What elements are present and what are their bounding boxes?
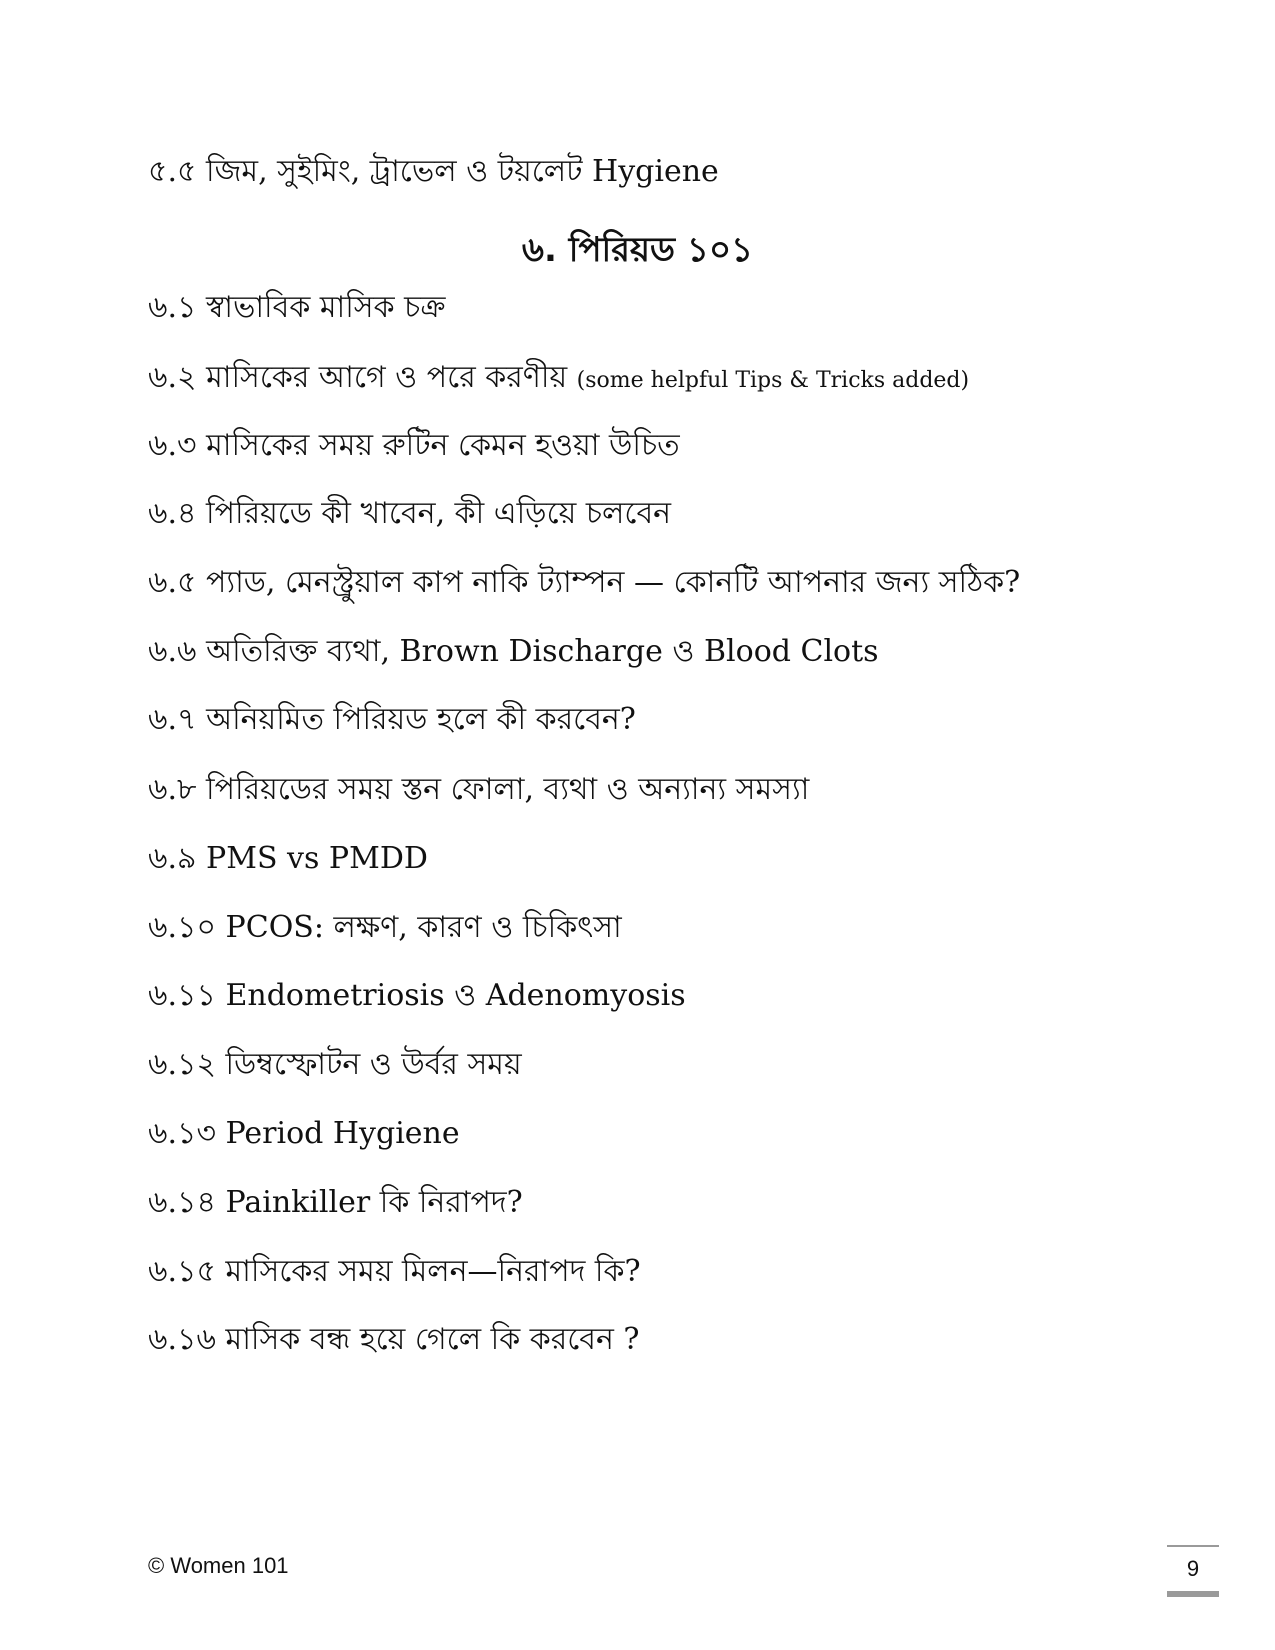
toc-item-text: ৫.৫ জিম, সুইমিং, ট্রাভেল ও টয়লেট Hygiene: [148, 154, 719, 189]
toc-item-text: ৬.১ স্বাভাবিক মাসিক চক্র: [148, 290, 446, 325]
toc-item: [148, 494, 1148, 534]
toc-item: [148, 770, 1148, 810]
page-number-box: [1167, 1545, 1219, 1597]
toc-item: [148, 1045, 1148, 1085]
toc-item: [148, 288, 1148, 328]
toc-item: [148, 1252, 1148, 1292]
footer-copyright: © Women 101: [148, 1553, 289, 1578]
toc-item: [148, 976, 1148, 1016]
toc-item-text: ৬.৯ PMS vs PMDD: [148, 841, 428, 876]
toc-item: [148, 1320, 1148, 1360]
toc-item-note: (some helpful Tips & Tricks added): [576, 368, 970, 393]
toc-item-text: ৬.৩ মাসিকের সময় রুটিন কেমন হওয়া উচিত: [148, 428, 680, 463]
toc-item: [148, 632, 1148, 672]
toc-item: [148, 700, 1148, 740]
toc-item-text: ৬.২ মাসিকের আগে ও পরে করণীয়: [148, 360, 577, 395]
toc-item-text: ৬.১০ PCOS: লক্ষণ, কারণ ও চিকিৎসা: [148, 910, 622, 945]
page-number: 9: [1186, 1556, 1200, 1581]
toc-item-text: ৬.৮ পিরিয়ডের সময় স্তন ফোলা, ব্যথা ও অন্যান্য সমস্যা: [148, 772, 810, 807]
toc-item-text: ৬.৭ অনিয়মিত পিরিয়ড হলে কী করবেন?: [148, 702, 636, 737]
toc-item-5-5: [148, 152, 1148, 192]
toc-item: [148, 1114, 1148, 1154]
toc-item-text: ৬.১৫ মাসিকের সময় মিলন—নিরাপদ কি?: [148, 1254, 641, 1289]
toc-item-text: ৬.৬ অতিরিক্ত ব্যথা, Brown Discharge ও Blood Clots: [148, 634, 879, 669]
toc-item-text: ৬.১৪ Painkiller কি নিরাপদ?: [148, 1185, 523, 1220]
toc-item: [148, 426, 1148, 466]
toc-item: [148, 908, 1148, 948]
toc-item-text: ৬.১৩ Period Hygiene: [148, 1116, 460, 1151]
toc-item: [148, 358, 1148, 401]
toc-item-text: ৬.১২ ডিম্বস্ফোটন ও উর্বর সময়: [148, 1047, 522, 1082]
toc-item: [148, 563, 1148, 603]
toc-item-text: ৬.৫ প্যাড, মেনস্ট্রুয়াল কাপ নাকি ট্যাম্পন — কোনটি আপনার জন্য সঠিক?: [148, 565, 1021, 600]
toc-item: [148, 839, 1148, 879]
toc-item: [148, 1183, 1148, 1223]
toc-item-text: ৬.১১ Endometriosis ও Adenomyosis: [148, 978, 686, 1013]
toc-item-text: ৬.১৬ মাসিক বন্ধ হয়ে গেলে কি করবেন ?: [148, 1322, 640, 1357]
toc-item-text: ৬.৪ পিরিয়ডে কী খাবেন, কী এড়িয়ে চলবেন: [148, 496, 672, 531]
section-heading: ৬. পিরিয়ড ১০১: [521, 230, 754, 270]
